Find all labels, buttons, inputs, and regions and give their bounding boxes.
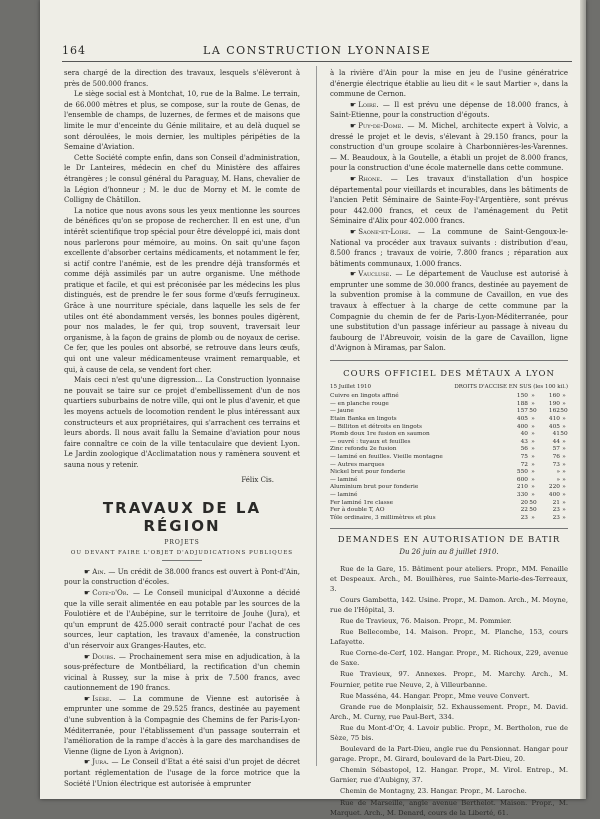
price-high: »: [556, 469, 560, 476]
price-high: 405: [548, 423, 560, 430]
metal-name: Cuivre en lingots affiné: [330, 393, 399, 400]
price-high-cents: 50: [560, 408, 568, 415]
section-rule: [330, 360, 568, 361]
region-text: — Le département de Vaucluse est autorisé à emprunter une somme de 30.000 francs, destinée au payement de la subvention promise à la commune de Cavaillon, en vue des travaux à effectuer à la charge de cette commune par la Compagnie du chemin de fer de Paris-Lyon-Méditerranée, pour une substitution d'un passage inférieur au passage à niveau du faubourg de l'Abreuvoir, voisin de la gare de Cavaillon, ligne d'Avignon à Miramas, par Salon.: [330, 270, 568, 353]
price-high: 73: [552, 461, 560, 468]
region-place: Ain.: [92, 567, 106, 576]
metal-name: — Billiton et détroits en lingots: [330, 423, 423, 430]
region-item: [64, 588, 300, 652]
page-number: 164: [62, 44, 86, 57]
price-low: 600: [516, 476, 528, 483]
price-high: 23: [552, 507, 560, 514]
price-high-cents: »: [562, 484, 566, 491]
permit-entry: Rue de Travieux, 76. Maison. Propr., M. Pommier.: [340, 616, 512, 625]
permit-entry: Cours Gambetta, 142. Usine. Propr., M. Damon. Arch., M. Moyne, rue de l'Hôpital, 3.: [330, 595, 568, 614]
price-low: 23: [520, 514, 528, 521]
metals-row: [330, 446, 568, 454]
article-paragraph: Mais ceci n'est qu'une digression... La Construction lyonnaise ne pouvait se taire sur ce projet d'embellissement d'un de nos quartiers suburbains de notre ville, qui ont le plus d'avenir, et que les moyens actuels de locomotion rendent le plus intéressant aux constructeurs et aux propriétaires, qui s'arrachent ces terrains et leurs abords. Il nous avait fallu la Semaine d'aviation pour nous faire connaître ce coin de la ville tentaculaire que devient Lyon. Le Jardin zoologique d'Acclimatation nous y ramènera souvent et sauna nous y retenir.: [64, 376, 300, 469]
pointing-hand-icon: ☛: [84, 567, 91, 576]
price-low: 43: [520, 438, 528, 445]
price-high: 23: [552, 514, 560, 521]
price-low: 400: [516, 423, 528, 430]
pointing-hand-icon: ☛: [350, 121, 357, 130]
region-item: [64, 757, 300, 789]
page-header: [62, 44, 572, 60]
metal-name: — ouvré : tuyaux et feuilles: [330, 438, 411, 445]
article-paragraph: Le siège social est à Montchat, 10, rue de la Balme. Le terrain, de 66.000 mètres et plus, se compose, sur la route de Genas, de l'ensemble de champs, de luzernes, de fermes et de maisons que limite le mur d'enceinte du Génie militaire, et au delà duquel se sont déroulées, le mois dernier, les multiples péripéties de la Semaine d'Aviation.: [64, 90, 300, 152]
region-text: — Le Conseil d'Etat a été saisi d'un projet de décret portant réglementation de l'usage de la force motrice que la Société l'Union électrique est autorisée à emprunter: [64, 758, 300, 788]
metal-name: — jaune: [330, 408, 354, 415]
price-low: 157: [516, 408, 528, 415]
price-low: 405: [516, 416, 528, 422]
metals-row: [330, 401, 568, 409]
price-low: 20: [520, 499, 528, 506]
metals-section-title: COURS OFFICIEL DES MÉTAUX A LYON: [343, 369, 555, 380]
region-place: Puy-de-Dome.: [358, 121, 404, 130]
region-place: Vaucluse.: [358, 270, 392, 279]
permits-date: Du 26 juin au 8 juillet 1910.: [399, 547, 499, 556]
permit-entry: Grande rue de Monplaisir, 52. Exhaussement. Propr., M. David. Arch., M. Curny, rue Paul-Bert, 334.: [330, 702, 568, 721]
permit-entry: Rue du Mont-d'Or, 4. Lavoir public. Propr., M. Bertholon, rue de Sèze, 75 bis.: [330, 723, 568, 742]
permit-entry: Rue Masséna, 44. Hangar. Propr., Mme veuve Convert.: [340, 691, 530, 700]
section-rule: [330, 528, 568, 529]
permit-entry: Boulevard de la Part-Dieu, angle rue du Pensionnat. Hangar pour garage. Propr., M. Girard, boulevard de la Part-Dieu, 20.: [330, 745, 568, 764]
permit-entry: Rue Corne-de-Cerf, 102. Hangar. Propr., M. Richoux, 229, avenue de Saxe.: [330, 649, 568, 668]
price-low: 22: [520, 507, 528, 514]
region-place: Jura.: [92, 758, 109, 767]
metal-name: Fer à double T, AO: [330, 507, 385, 514]
pointing-hand-icon: ☛: [84, 652, 91, 661]
metal-name: — laminé: [330, 476, 358, 483]
price-high-cents: »: [562, 453, 566, 460]
metals-row: [330, 454, 568, 462]
price-low-cents: »: [531, 431, 535, 438]
permit-entry: Chemin Sébastopol, 12. Hangar. Propr., M. Virol. Entrep., M. Garnier, rue d'Aubigny, 37.: [330, 766, 568, 785]
region-text: — La commune de Vienne est autorisée à emprunter une somme de 29.525 francs, destinée au payement d'une subvention à la Compagnie des Chemins de fer Paris-Lyon-Méditerranée, pour l'établissement d'un passage souterrain et l'amélioration de la rampe d'accès à la gare des marchandises de Vienne (ligne de Lyon à Avignon).: [64, 694, 300, 756]
price-low-cents: »: [531, 423, 535, 430]
price-high-cents: »: [562, 499, 566, 506]
price-low-cents: »: [531, 393, 535, 400]
metals-row: [330, 484, 568, 492]
region-text: — Prochainement sera mise en adjudication, à la sous-préfecture de Montbéliard, la rectification d'un chemin vicinal à Russey, sur la mise à prix de 7.500 francs, avec cautionnement de 190 francs.: [64, 652, 300, 693]
region-place: Rhone.: [358, 174, 383, 183]
price-low-cents: »: [531, 438, 535, 445]
region-item: [64, 652, 300, 694]
running-title: LA CONSTRUCTION LYONNAISE: [203, 44, 431, 57]
region-section-title: TRAVAUX DE LA RÉGION: [102, 499, 262, 536]
metals-row: [330, 439, 568, 447]
region-place: Saone-et-Loire.: [358, 227, 411, 236]
article-paragraph: sera chargé de la direction des travaux, lesquels s'élèveront à près de 500.000 francs.: [64, 69, 300, 88]
price-low: 75: [520, 453, 528, 460]
permits-section-title: DEMANDES EN AUTORISATION DE BATIR: [337, 535, 561, 546]
price-high-cents: »: [562, 507, 566, 514]
permit-entry: Rue Bellecombe, 14. Maison. Propr., M. Planche, 153, cours Lafayette.: [330, 628, 568, 647]
metals-row: [330, 393, 568, 401]
metal-name: Plomb doux 1re fusion en saumon: [330, 431, 430, 438]
metal-name: Aluminium brut pour fonderie: [330, 484, 419, 491]
price-low-cents: »: [531, 453, 535, 460]
region-item: [330, 174, 568, 227]
metals-row: [330, 507, 568, 515]
region-item: [330, 269, 568, 354]
region-place: Isère.: [92, 694, 112, 703]
price-high-cents: »: [562, 393, 566, 400]
price-low: 40: [520, 431, 528, 438]
price-low-cents: »: [531, 461, 535, 468]
price-high-cents: »: [562, 491, 566, 498]
price-high: 160: [548, 393, 560, 400]
metal-name: — laminé: [330, 491, 358, 498]
region-text: — Les travaux d'installation d'un hospice départemental pour vieillards et incurables, dans les bâtiments de l'ancien Petit Séminaire de Sainte-Foy-l'Argentière, sont prévus pour 442.000 francs, et ceux de l'aménagement du Petit Séminaire d'Alix pour 402.000 francs.: [330, 174, 568, 226]
region-text: — La commune de Saint-Gengoux-le-National va procéder aux travaux suivants : distribution d'eau, 8.500 francs ; travaux de voirie, 7.800 francs ; réparation aux bâtiments communaux, 1.000 francs.: [330, 227, 568, 268]
metals-dateline: [330, 382, 568, 393]
pointing-hand-icon: ☛: [350, 100, 357, 109]
region-text: — Le Conseil municipal d'Auxonne a décidé que la ville serait alimentée en eau potable par les sources de la Foulotière et de l'Aubépine, sur le territoire de Jouhe (Jura), et qu'un emprunt de 425.000 serait contracté pour l'achat de ces sources, leur captation, les travaux d'amenée, la construction d'un réservoir aux Granges-Hautes, etc.: [64, 588, 300, 650]
permit-entry: Chemin de Montagny, 23. Hangar. Propr., M. Laroche.: [340, 787, 527, 796]
pointing-hand-icon: ☛: [350, 174, 357, 183]
metal-name: — Autres marques: [330, 461, 385, 468]
region-place: Loire.: [358, 100, 379, 109]
price-high-cents: »: [562, 423, 566, 430]
price-high-cents: »: [562, 416, 566, 422]
price-high: 41: [552, 431, 560, 438]
region-item: [330, 100, 568, 121]
metals-row: [330, 469, 568, 477]
price-high: 44: [552, 438, 560, 445]
price-low-cents: »: [531, 469, 535, 476]
price-low: 188: [516, 400, 528, 407]
permits-list: [330, 564, 568, 818]
price-low: 330: [516, 491, 528, 498]
metals-row: [330, 477, 568, 485]
metal-name: Fer laminé 1re classe: [330, 499, 394, 506]
metals-row: [330, 416, 568, 424]
metals-date: 15 Juillet 1910: [330, 383, 371, 390]
region-place: Doubs.: [92, 652, 116, 661]
metals-row: [330, 492, 568, 500]
price-high-cents: »: [562, 469, 566, 476]
metals-row: [330, 424, 568, 432]
metals-row: [330, 431, 568, 439]
price-high-cents: »: [562, 400, 566, 407]
region-subtitle-2: OU DEVANT FAIRE L'OBJET D'ADJUDICATIONS PUBLIQUES: [70, 549, 294, 556]
price-high-cents: 50: [560, 431, 568, 438]
price-high: 410: [548, 416, 560, 422]
region-place: Cote-d'Or.: [92, 588, 129, 597]
permit-entry: Rue de la Gare, 15. Bâtiment pour ateliers. Propr., MM. Fenaille et Despeaux. Arch., M. Bouilhères, rue Sainte-Marie-des-Terreaux, 3.: [330, 564, 568, 593]
left-column: [64, 68, 300, 789]
column-divider: [316, 66, 317, 766]
price-low-cents: 50: [529, 499, 537, 506]
pointing-hand-icon: ☛: [84, 694, 91, 703]
metals-row: [330, 515, 568, 523]
author-signature: Félix Cis.: [241, 475, 274, 484]
price-low: 150: [516, 393, 528, 400]
metals-row: [330, 408, 568, 416]
pointing-hand-icon: ☛: [350, 227, 357, 236]
metals-row: [330, 500, 568, 508]
price-high: 190: [548, 400, 560, 407]
journal-page: [40, 0, 586, 817]
metal-name: Etain Banka en lingots: [330, 416, 397, 422]
price-high-cents: »: [562, 446, 566, 453]
price-low-cents: »: [531, 400, 535, 407]
price-low-cents: »: [531, 446, 535, 453]
region-text: — Il est prévu une dépense de 18.000 francs, à Saint-Etienne, pour la construction d'égouts.: [330, 100, 568, 120]
price-low-cents: »: [531, 491, 535, 498]
metal-name: Tôle ordinaire, 3 millimètres et plus: [330, 514, 436, 521]
price-low: 72: [520, 461, 528, 468]
permit-entry: Rue de Marseille, angle avenue Berthelot. Maison. Propr., M. Marquet. Arch., M. Denard, cours de la Liberté, 61.: [330, 798, 568, 817]
article-paragraph: à la rivière d'Ain pour la mise en jeu de l'usine génératrice d'énergie électrique établie au lieu dit « le saut Martier », dans la commune de Cernon.: [330, 69, 568, 99]
price-low: 56: [520, 446, 528, 453]
metals-row: [330, 462, 568, 470]
article-paragraph: La notice que nous avons sous les yeux mentionne les sources de bénéfices qu'on se propose de rechercher. Il en est une, d'un intérêt scientifique trop spécial pour être développé ici, mais dont nous parlerons pour mémoire, au moins. On sait qu'une façon excellente d'absorber certains médicaments, et notamment le fer, si actif contre l'anémie, est de les prendre déjà transformés et comme déjà assimilés par un autre organisme. Une méthode pratique et facile, et qui est préconisée par les médecins les plus distingués, est de prendre le fer sous forme d'œufs ferrugineux. Grâce à une nourriture spéciale, dans laquelle les sels de fer utiles ont été abondamment versés, les bonnes poules digèrent, pour nos malades, le fer qui, trop souvent, traversait leur organisme, à la façon de grains de plomb ou de noyaux de cerise. Ce fer, que les poules ont absorbé, se retrouve dans leurs œufs, qui ont une valeur médicamenteuse vraiment remarquable, et qui, à cause de cela, se vendent fort cher.: [64, 206, 300, 374]
metal-name: — laminé en feuilles. Vieille montagne: [330, 453, 443, 460]
price-high-cents: »: [562, 461, 566, 468]
price-low-cents: 50: [529, 408, 537, 415]
region-subtitle: PROJETS: [164, 539, 200, 547]
metal-name: Nickel brut pour fonderie: [330, 469, 406, 476]
price-low: 210: [516, 484, 528, 491]
price-high: 76: [552, 453, 560, 460]
pointing-hand-icon: ☛: [84, 588, 91, 597]
price-low: 550: [516, 469, 528, 476]
permit-entry: Rue Travieux, 97. Annexes. Propr., M. Marchy. Arch., M. Fournier, petite rue Neuve, 2, à Villeurbanne.: [330, 670, 568, 689]
price-low-cents: »: [531, 484, 535, 491]
price-low-cents: »: [531, 514, 535, 521]
article-paragraph: Cette Société compte enfin, dans son Conseil d'administration, le Dr Lanteires, médecin en chef du Ministère des affaires étrangères ; le consul général du Paraguay, M. Hans, chevalier de la Légion d'honneur ; M. le duc de Morny et M. le comte de Colligny de Châtillon.: [64, 153, 300, 205]
price-high: »: [556, 476, 560, 483]
pointing-hand-icon: ☛: [350, 270, 357, 279]
price-high-cents: »: [562, 438, 566, 445]
metals-table: [330, 393, 568, 522]
metal-name: — en planche rouge: [330, 400, 389, 407]
region-item: [330, 121, 568, 174]
price-low-cents: »: [531, 476, 535, 483]
price-high-cents: »: [562, 514, 566, 521]
region-text: — Un crédit de 38.000 francs est ouvert à Pont-d'Ain, pour la construction d'écoles.: [64, 567, 300, 587]
region-item: [64, 694, 300, 758]
price-high: 400: [548, 491, 560, 498]
price-low-cents: »: [531, 416, 535, 422]
price-high: 21: [552, 499, 560, 506]
price-low-cents: 50: [529, 507, 537, 514]
pointing-hand-icon: ☛: [84, 758, 91, 767]
region-text: — M. Michel, architecte expert à Volvic, a dressé le projet et le devis, s'élevant à 29.150 francs, pour la construction d'un groupe scolaire à Charbonnières-les-Varennes. — M. Beaudoux, à la Goutelle, a établi un projet de 8.000 francs, pour la construction d'une école maternelle dans cette commune.: [330, 121, 568, 173]
price-high: 57: [552, 446, 560, 453]
metal-name: Zinc refondu 2e fusion: [330, 446, 397, 453]
metals-note: DROITS D'ACCISE EN SUS (les 100 kil.): [454, 383, 568, 390]
right-column: [330, 68, 568, 819]
header-rule: [62, 61, 572, 62]
region-item: [64, 567, 300, 588]
region-item: [330, 227, 568, 269]
price-high: 220: [548, 484, 560, 491]
section-rule: [162, 560, 202, 561]
price-high: 162: [548, 408, 560, 415]
price-high-cents: »: [562, 476, 566, 483]
